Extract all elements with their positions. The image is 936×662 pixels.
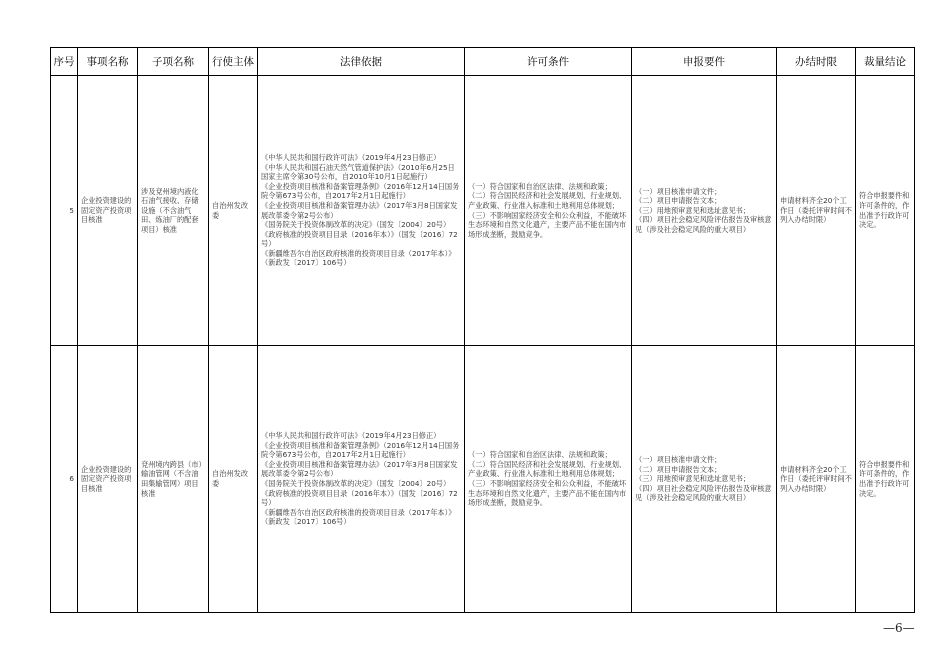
law-line: 《中华人民共和国行政许可法》（2019年4月23日修正） xyxy=(261,152,441,162)
law-line: 《企业投资项目核准和备案管理条例》（2016年12月14日国务院令第673号公布，自2017年2月1日起施行） xyxy=(261,440,460,460)
doc-line: （四）项目社会稳定风险评估报告及审核意见（涉及社会稳定风险的重大项目） xyxy=(635,483,772,503)
required-documents xyxy=(632,346,777,613)
law-line: 《政府核准的投资项目目录（2016年本）》（国发〔2016〕72号） xyxy=(261,488,458,508)
subitem-name: 涉及兗州境内液化石油气接收、存储设施（不含油气田、炼油厂的配套项目）核准 xyxy=(138,76,209,346)
law-line: 《国务院关于投资体制改革的决定》（国发〔2004〕20号） xyxy=(261,220,451,230)
header-item: 事项名称 xyxy=(78,48,138,76)
table-row xyxy=(51,76,915,346)
doc-line: （二）项目申请报告文本； xyxy=(635,196,722,206)
header-seq: 序号 xyxy=(51,48,78,76)
item-name: 企业投资建设的固定资产投资项目核准 xyxy=(78,346,138,613)
condition-line: （三）不影响国家经济安全和公众利益，不能破坏生态环境和自然文化遗产，主要产品不能在国内市场形成垄断，鼓励竞争。 xyxy=(468,479,627,508)
doc-line: （三）用地预审意见和选址意见书； xyxy=(635,474,751,484)
permit-conditions xyxy=(465,76,632,346)
header-result: 裁量结论 xyxy=(856,48,915,76)
result: 符合申报要件和许可条件的，作出准予行政许可决定。 xyxy=(856,346,915,613)
doc-line: （一）项目核准申请文件； xyxy=(635,186,722,196)
header-conditions: 许可条件 xyxy=(465,48,632,76)
law-line: 《企业投资项目核准和备案管理办法》（2017年3月8日国家发展改革委令第2号公布） xyxy=(261,459,458,479)
required-documents xyxy=(632,76,777,346)
header-row xyxy=(51,48,915,76)
law-line: 《企业投资项目核准和备案管理办法》（2017年3月8日国家发展改革委令第2号公布） xyxy=(261,200,458,220)
table-row xyxy=(51,346,915,613)
law-line: 《新疆维吾尔自治区政府核准的投资项目目录（2017年本）》（新政发〔2017〕106号） xyxy=(261,248,456,268)
row-number: 5 xyxy=(51,76,78,346)
header-docs: 申报要件 xyxy=(632,48,777,76)
condition-line: （一）符合国家和自治区法律、法规和政策； xyxy=(468,450,612,460)
agency: 自治州发改委 xyxy=(209,76,258,346)
law-line: 《政府核准的投资项目目录（2016年本）》（国发〔2016〕72号） xyxy=(261,229,458,249)
condition-line: （三）不影响国家经济安全和公众利益，不能破坏生态环境和自然文化遗产，主要产品不能在国内市场形成垄断，鼓励竞争。 xyxy=(468,210,627,239)
header-deadline: 办结时限 xyxy=(777,48,856,76)
condition-line: （二）符合国民经济和社会发展规划、行业规划、产业政策、行业准入标准和土地利用总体规划； xyxy=(468,459,627,479)
permit-table xyxy=(50,47,915,613)
deadline: 申请材料齐全20个工作日（委托评审时间不列入办结时限） xyxy=(777,346,856,613)
legal-basis xyxy=(258,76,465,346)
law-line: 《国务院关于投资体制改革的决定》（国发〔2004〕20号） xyxy=(261,479,451,488)
item-name: 企业投资建设的固定资产投资项目核准 xyxy=(78,76,138,346)
doc-line: （四）项目社会稳定风险评估报告及审核意见（涉及社会稳定风险的重大项目） xyxy=(635,215,772,234)
header-law: 法律依据 xyxy=(258,48,465,76)
law-line: 《新疆维吾尔自治区政府核准的投资项目目录（2017年本）》（新政发〔2017〕106号） xyxy=(261,507,456,527)
condition-line: （二）符合国民经济和社会发展规划、行业规划、产业政策、行业准入标准和土地利用总体规划； xyxy=(468,191,627,210)
legal-basis xyxy=(258,346,465,613)
doc-line: （一）项目核准申请文件； xyxy=(635,455,722,465)
page-number: —6— xyxy=(883,621,915,635)
header-agency: 行使主体 xyxy=(209,48,258,76)
header-subitem: 子项名称 xyxy=(138,48,209,76)
result: 符合申报要件和许可条件的，作出准予行政许可决定。 xyxy=(856,76,915,346)
condition-line: （一）符合国家和自治区法律、法规和政策； xyxy=(468,181,612,191)
law-line: 《企业投资项目核准和备案管理条例》（2016年12月14日国务院令第673号公布，自2017年2月1日起施行） xyxy=(261,181,460,201)
subitem-name: 兗州境内跨县（市）输油管网（不含油田集输管网）项目核准 xyxy=(138,346,209,613)
agency: 自治州发改委 xyxy=(209,346,258,613)
deadline: 申请材料齐全20个工作日（委托评审时间不列入办结时限） xyxy=(777,76,856,346)
row-number: 6 xyxy=(51,346,78,613)
permit-conditions xyxy=(465,346,632,613)
doc-line: （二）项目申请报告文本； xyxy=(635,464,722,474)
doc-line: （三）用地预审意见和选址意见书； xyxy=(635,205,751,215)
law-line: 《中华人民共和国石油天然气管道保护法》（2010年6月25日国家主席令第30号公布，自2010年10月1日起施行） xyxy=(261,162,455,182)
law-line: 《中华人民共和国行政许可法》（2019年4月23日修正） xyxy=(261,431,441,441)
